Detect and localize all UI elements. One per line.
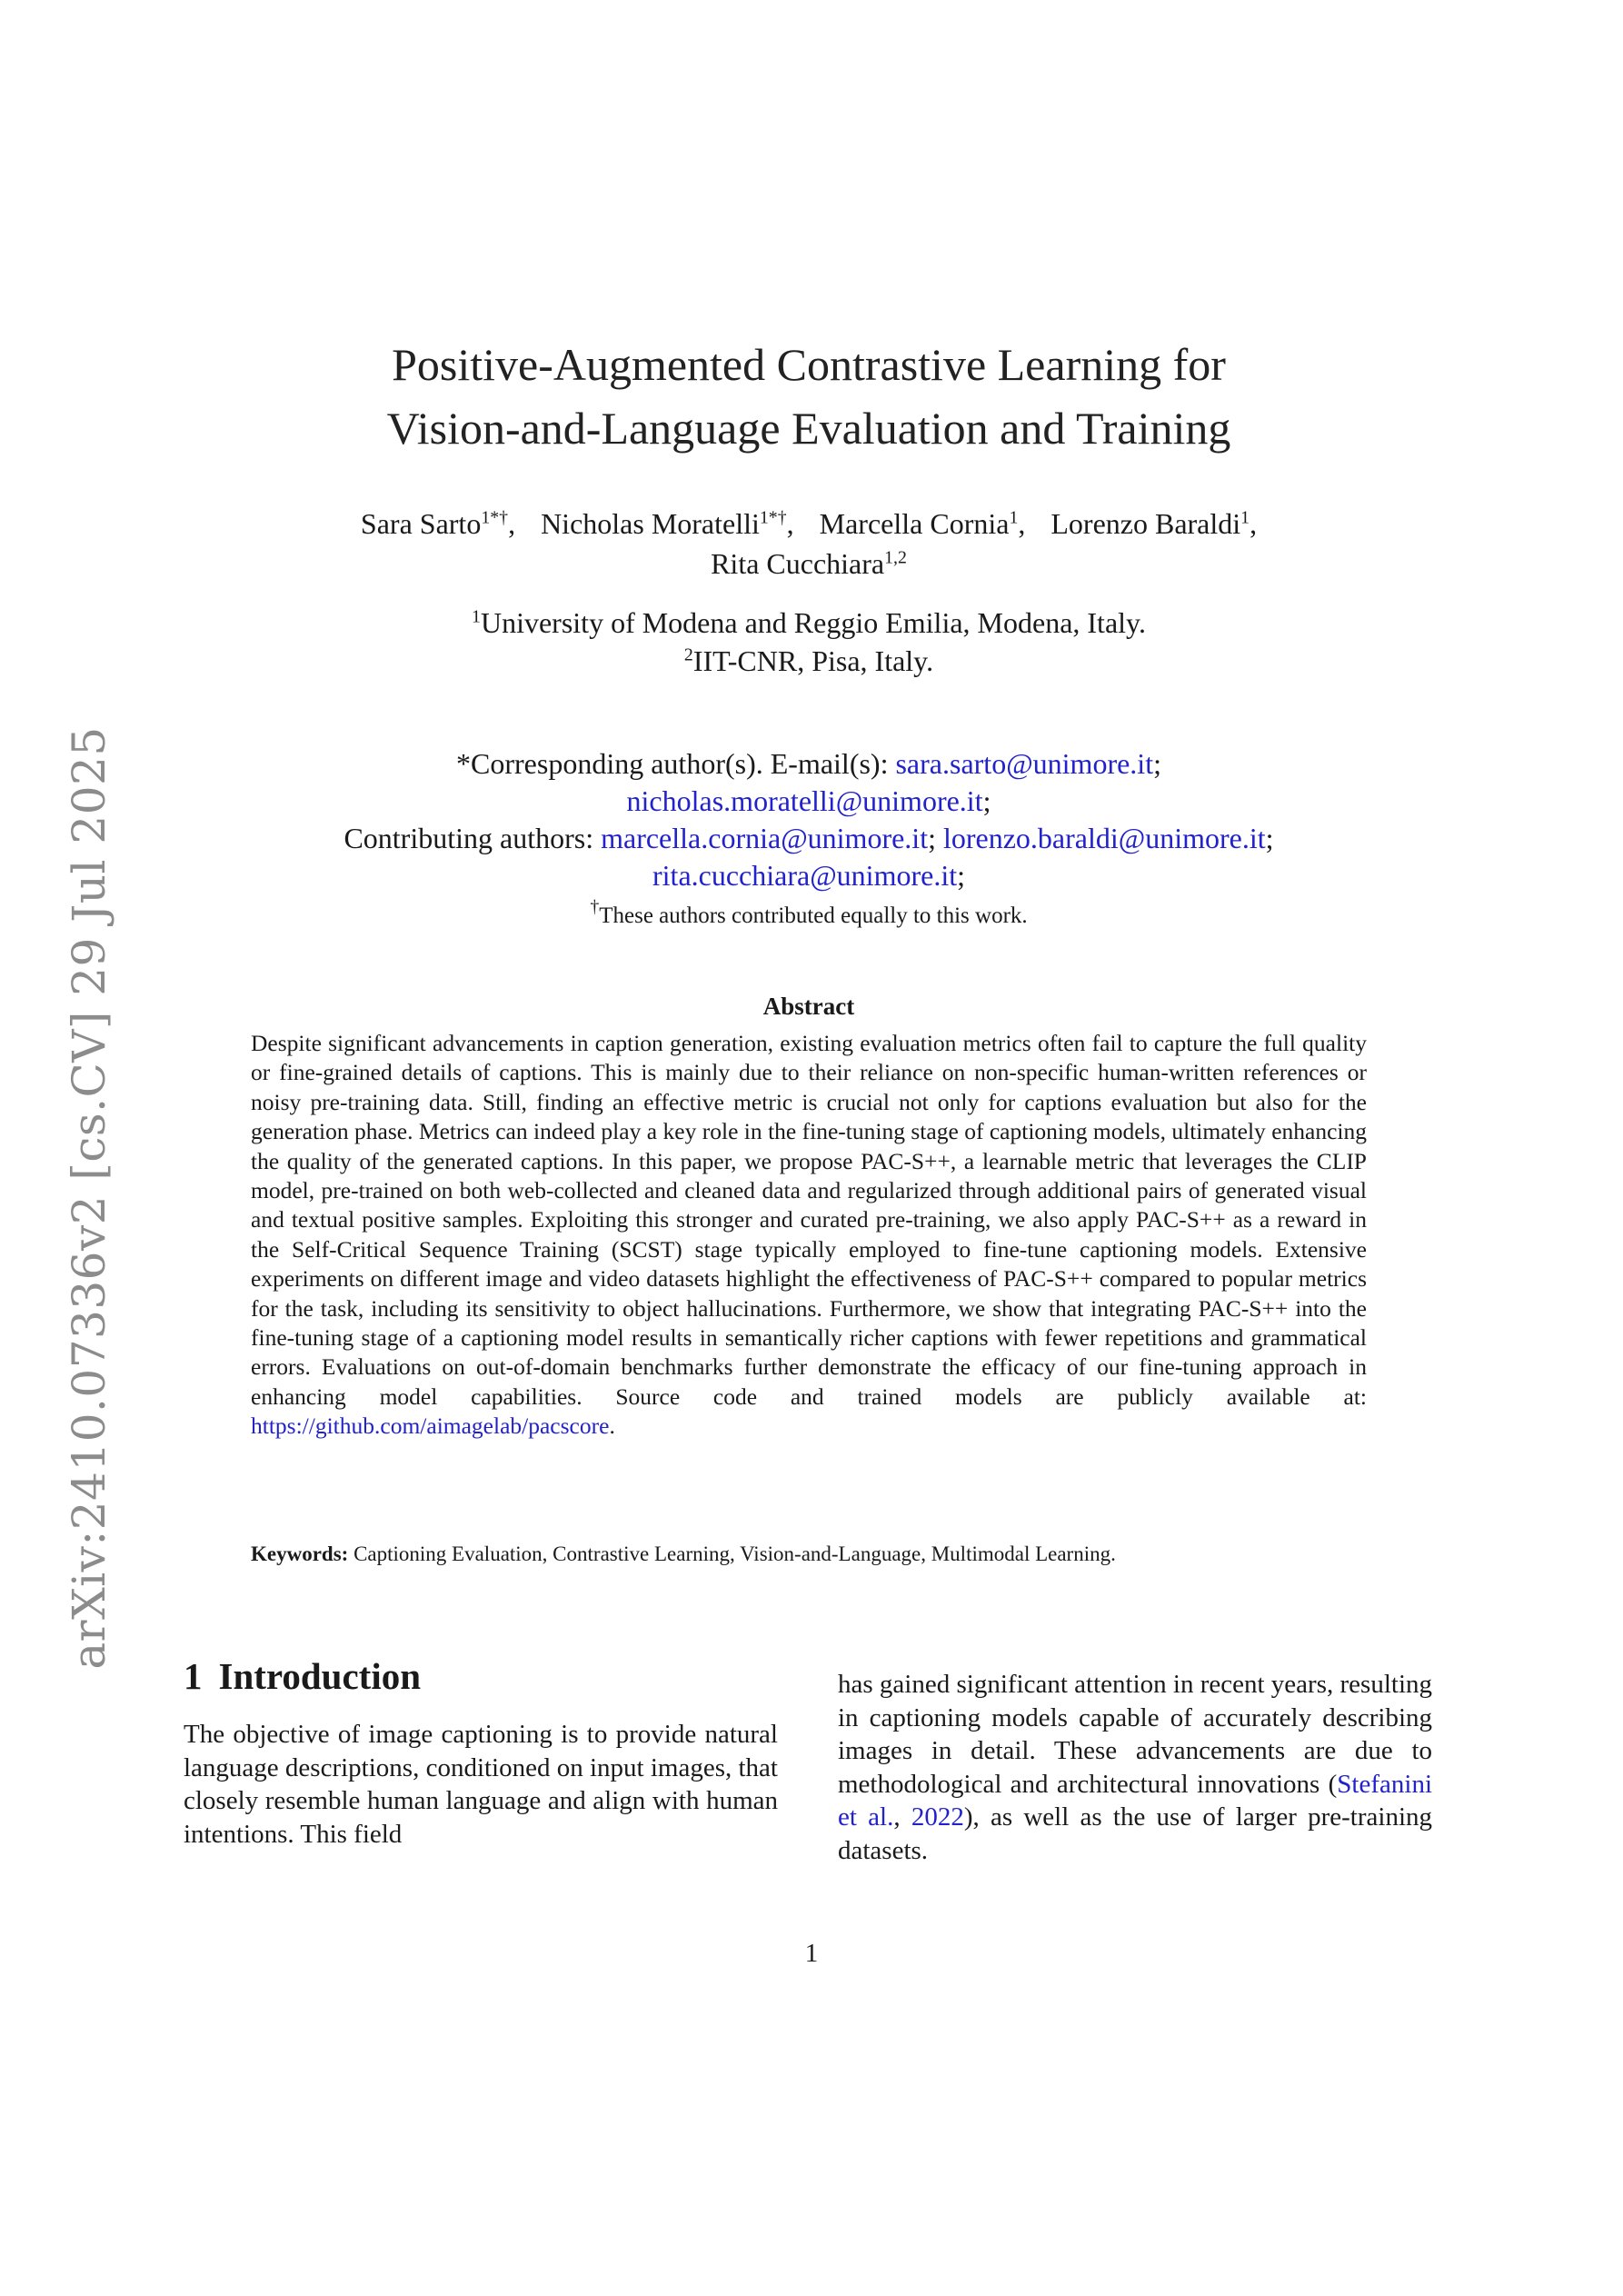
correspondence-block [209, 745, 1409, 934]
section-heading [184, 1654, 421, 1698]
intro-column-left [184, 1718, 778, 1851]
dagger-mark: † [590, 896, 600, 917]
keywords-line [251, 1541, 1367, 1568]
citation-link-author[interactable]: Stefanini et al. [838, 1769, 1432, 1832]
keywords-label: Keywords: [251, 1542, 349, 1565]
email-link[interactable]: nicholas.moratelli@unimore.it [626, 784, 983, 817]
corresponding-line-2: nicholas.moratelli@unimore.it; [626, 784, 991, 817]
section-number: 1 [184, 1655, 203, 1697]
author-affiliation-mark: 1 [1240, 507, 1250, 528]
corresponding-line: *Corresponding author(s). E-mail(s): sara.sarto@unimore.it; [456, 747, 1161, 780]
author-name: Marcella Cornia$^1$, [819, 507, 1026, 540]
section-title: Introduction [218, 1655, 422, 1697]
author-affiliation-mark: 1*† [481, 507, 509, 528]
author-affiliation-mark: 1*† [759, 507, 787, 528]
title-line-2: Vision-and-Language Evaluation and Training [386, 403, 1231, 454]
author-name: Lorenzo Baraldi$^1$, [1050, 507, 1258, 540]
affiliation-line: $^1$University of Modena and Reggio Emilia, Modena, Italy. [472, 606, 1146, 639]
email-link[interactable]: rita.cucchiara@unimore.it [652, 859, 958, 892]
citation-link-year[interactable]: 2022 [911, 1802, 964, 1832]
intro-column-right: has gained significant attention in recent years, resulting in captioning models capable of accurately describing images in detail. These advancements are due to methodological and architectural innovations (Stefanini et al., 2022), as well as the use of larger pre-training datasets. [838, 1670, 1433, 1865]
author-name: Rita Cucchiara$^{1,2}$ [711, 547, 907, 580]
page-number: 1 [804, 1939, 819, 1968]
email-link[interactable]: lorenzo.baraldi@unimore.it [942, 822, 1266, 854]
author-name: Sara Sarto$^{1*\dagger}$, [360, 507, 516, 540]
repository-link[interactable]: https://github.com/aimagelab/pacscore [251, 1413, 610, 1440]
abstract-heading: Abstract [762, 993, 855, 1020]
email-link[interactable]: sara.sarto@unimore.it [895, 747, 1154, 780]
equal-contribution-note: †These authors contributed equally to this work. [590, 896, 1028, 928]
author-affiliation-mark: 1 [1009, 507, 1019, 528]
paper-title [209, 333, 1409, 460]
title-line-1: Positive-Augmented Contrastive Learning for [392, 339, 1226, 390]
affiliation-list [209, 604, 1409, 680]
author-list [209, 504, 1409, 584]
abstract-text: Despite significant advancements in caption generation, existing evaluation metrics often fail to capture the full quality or fine-grained details of captions. This is mainly due to their reliance on non-specific human-written references or noisy pre-training data. Still, finding an effective metric is crucial not only for captions evaluation but also for the generation phase. Metrics can indeed play a key role in the fine-tuning stage of captioning models, ultimately enhancing the quality of the generated captions. In this paper, we propose PAC-S++, a learnable metric that leverages the CLIP model, pre-trained on both web-collected and cleaned data and regularized through additional pairs of generated visual and textual positive samples. Exploiting this stronger and curated pre-training, we also apply PAC-S++ as a reward in the Self-Critical Sequence Training (SCST) stage typically employed to fine-tune captioning models. Extensive experiments on different image and video datasets highlight the effectiveness of PAC-S++ compared to popular metrics for the task, including its sensitivity to object hallucinations. Furthermore, we show that integrating PAC-S++ into the fine-tuning stage of a captioning model results in semantically richer captions with fewer repetitions and grammatical errors. Evaluations on out-of-domain benchmarks further demonstrate the efficacy of our fine-tuning approach in enhancing model capabilities. Source code and trained models are publicly available at: [251, 1030, 1367, 1410]
author-affiliation-mark: 1,2 [884, 547, 907, 568]
keywords-text: Captioning Evaluation, Contrastive Learning, Vision-and-Language, Multimodal Learning. [353, 1542, 1116, 1565]
corresponding-label: *Corresponding author(s). E-mail(s): [456, 747, 889, 780]
author-name: Nicholas Moratelli$^{1*\dagger}$, [541, 507, 794, 540]
intro-paragraph-left: The objective of image captioning is to provide natural language descriptions, conditioned on input images, that closely resemble human language and align with human intentions. This field [184, 1720, 778, 1849]
contributing-line: Contributing authors: marcella.cornia@unimore.it; lorenzo.baraldi@unimore.it; [344, 822, 1274, 854]
contributing-label: Contributing authors: [344, 822, 594, 854]
affiliation-line: $^2$IIT-CNR, Pisa, Italy. [683, 644, 934, 677]
arxiv-identifier-stamp: arXiv:2410.07336v2 [cs.CV] 29 Jul 2025 [63, 726, 115, 1670]
abstract-body: Despite significant advancements in caption generation, existing evaluation metrics often fail to capture the full quality or fine-grained details of captions. This is mainly due to their reliance on non-specific human-written references or noisy pre-training data. Still, finding an effective metric is crucial not only for captions evaluation but also for the generation phase. Metrics can indeed play a key role in the fine-tuning stage of captioning models, ultimately enhancing the quality of the generated captions. In this paper, we propose PAC-S++, a learnable metric that leverages the CLIP model, pre-trained on both web-collected and cleaned data and regularized through additional pairs of generated visual and textual positive samples. Exploiting this stronger and curated pre-training, we also apply PAC-S++ as a reward in the Self-Critical Sequence Training (SCST) stage typically employed to fine-tune captioning models. Extensive experiments on different image and video datasets highlight the effectiveness of PAC-S++ compared to popular metrics for the task, including its sensitivity to object hallucinations. Furthermore, we show that integrating PAC-S++ into the fine-tuning stage of a captioning model results in semantically richer captions with fewer repetitions and grammatical errors. Evaluations on out-of-domain benchmarks further demonstrate the efficacy of our fine-tuning approach in enhancing model capabilities. Source code and trained models are publicly available at: https://github.com/aimagelab/pacscore. [251, 1030, 1367, 1440]
contributing-line-2: rita.cucchiara@unimore.it; [652, 859, 965, 892]
email-link[interactable]: marcella.cornia@unimore.it [601, 822, 929, 854]
